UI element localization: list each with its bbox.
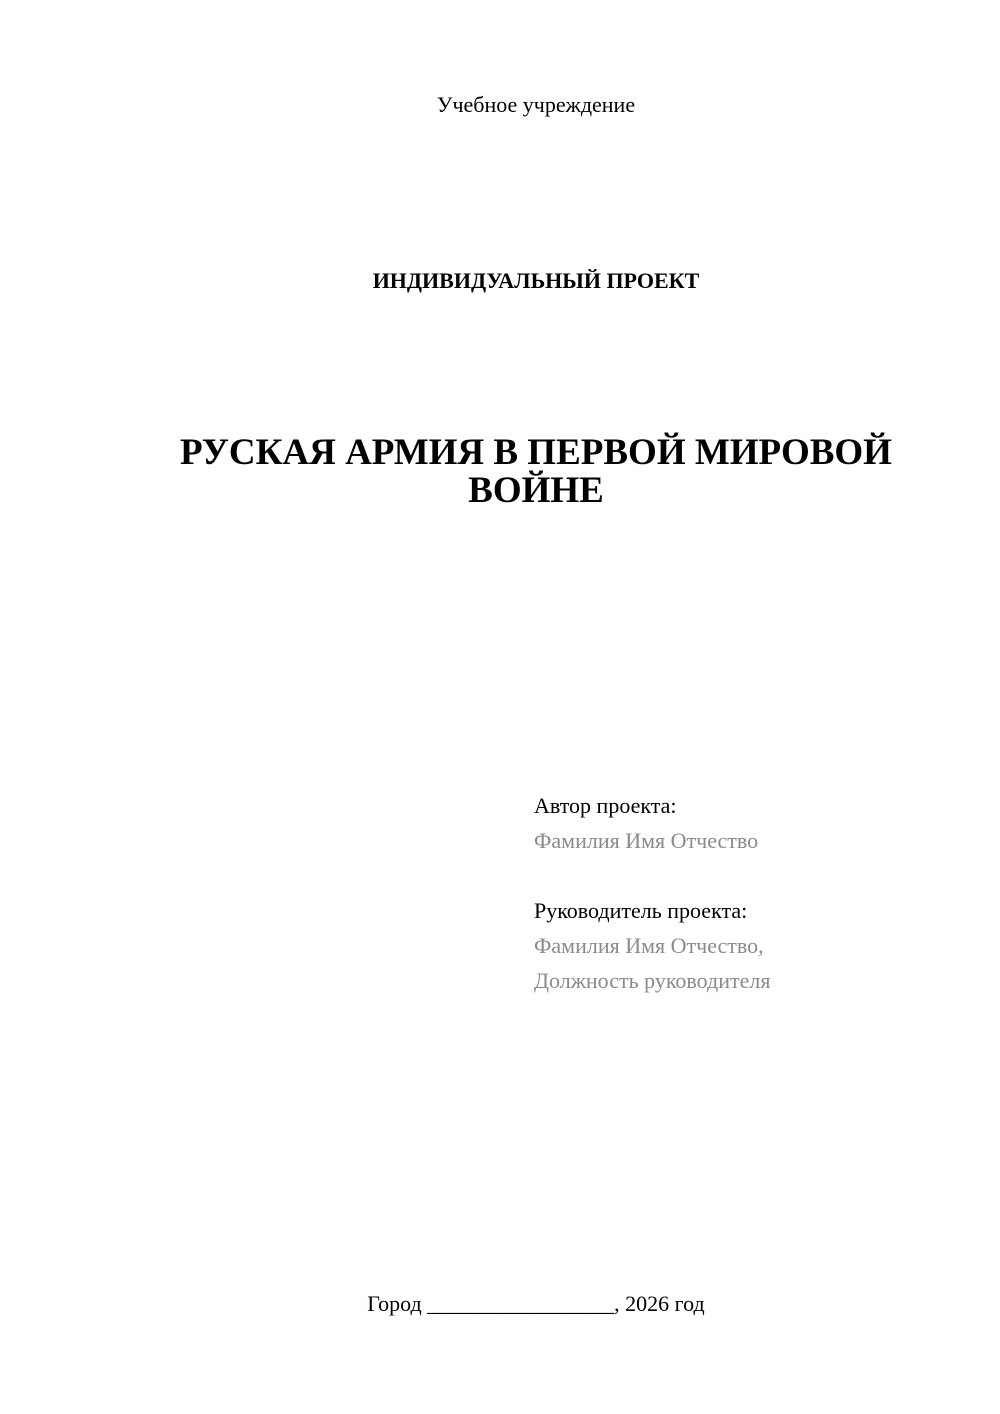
author-label: Автор проекта: <box>534 793 677 818</box>
project-title-line-2: ВОЙНЕ <box>468 470 604 511</box>
project-type-heading: ИНДИВИДУАЛЬНЫЙ ПРОЕКТ <box>372 268 700 293</box>
city-year-line: Город _________________, 2026 год <box>367 1291 705 1316</box>
project-title <box>136 434 936 510</box>
author-name: Фамилия Имя Отчество <box>534 828 759 853</box>
institution-name: Учебное учреждение <box>436 92 636 117</box>
supervisor-label: Руководитель проекта: <box>534 898 748 923</box>
project-title-line-1: РУСКАЯ АРМИЯ В ПЕРВОЙ МИРОВОЙ <box>180 432 892 473</box>
spacer <box>534 858 974 893</box>
supervisor-name: Фамилия Имя Отчество, <box>534 933 764 958</box>
supervisor-position: Должность руководителя <box>534 968 771 993</box>
credits-block <box>534 788 974 998</box>
